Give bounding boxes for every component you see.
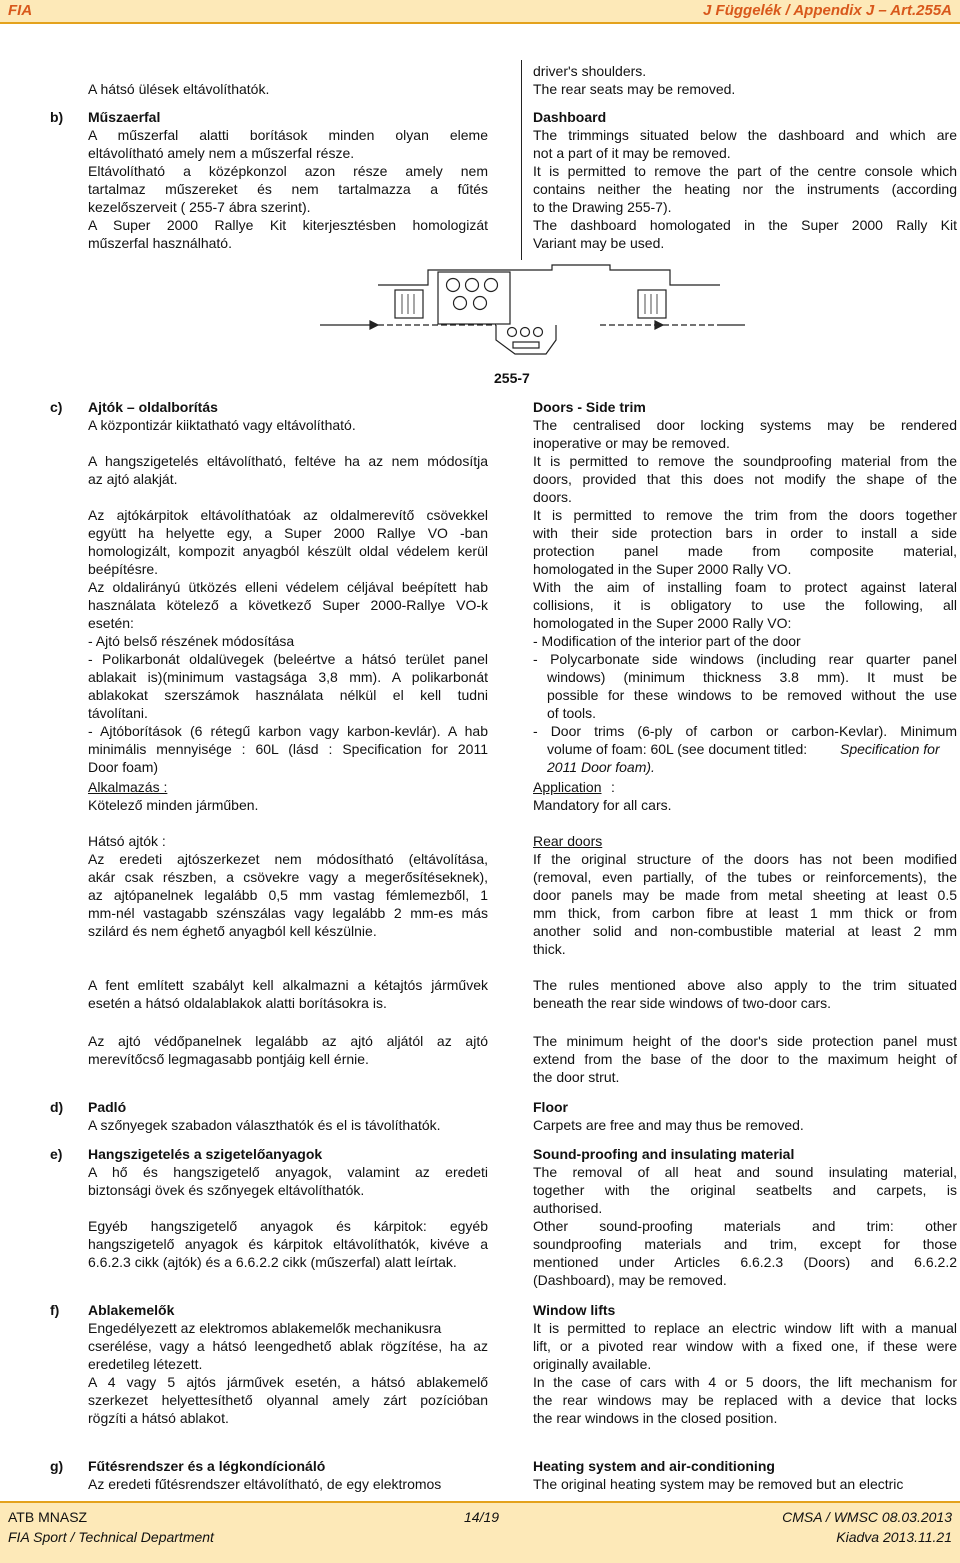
en-text-line: The centralised door locking systems may be rendered	[533, 417, 957, 433]
hu-text-line: A fent említett szabályt kell alkalmazni a kétajtós járművek	[88, 977, 488, 993]
hu-text-line: - Ajtóborítások (6 rétegű karbon vagy karbon-kevlár). A hab	[88, 723, 488, 739]
hu-text-line: tartalmaz műszereket és nem tartalmazza a fűtés	[88, 181, 488, 197]
hu-text-line: akár csak részben, a csövekre vagy a megerősítéseknek),	[88, 869, 488, 885]
en-text-line: not a part of it may be removed.	[533, 145, 731, 161]
hu-rear-doors-title: Hátsó ajtók :	[88, 833, 166, 849]
hu-text-line: távolítani.	[88, 705, 148, 721]
hu-text-line: Eltávolítható a középkonzol azon része amely nem	[88, 163, 488, 179]
section-letter: d)	[50, 1099, 64, 1115]
hu-text-line: minimális mennyisége : 60L (lásd : Specification for 2011	[88, 741, 488, 757]
column-divider	[521, 60, 522, 260]
hu-text-line: Egyéb hangszigetelő anyagok és kárpitok: egyéb	[88, 1218, 488, 1234]
figure-console-knob	[508, 328, 517, 337]
hu-text-line: ablakait is)(minimum vastagsága 3,8 mm). A polikarbonát	[88, 669, 488, 685]
figure-gauge	[474, 297, 487, 310]
hu-text-line: esetén:	[88, 615, 134, 631]
en-text-line: It is permitted to remove the part of the centre console which	[533, 163, 957, 179]
figure-dashboard-outline	[378, 265, 720, 285]
figure-caption: 255-7	[494, 370, 530, 386]
hu-section-title: Padló	[88, 1099, 127, 1115]
en-rear-doors-title: Rear doors	[533, 833, 603, 849]
en-text-line: With the aim of installing foam to protect against lateral	[533, 579, 957, 595]
hu-text-line: hangszigetelő anyagok és kárpitok eltávolíthatók, kivéve a	[88, 1236, 488, 1252]
en-section-title: Heating system and air-conditioning	[533, 1458, 775, 1474]
en-text-line: windows) (minimum thickness 3.8 mm). It must be	[547, 669, 957, 685]
hu-text-line: Az oldalirányú ütközés elleni védelem céljával beépített hab	[88, 579, 488, 595]
footer-page-number: 14/19	[464, 1509, 500, 1525]
en-text-line: The rules mentioned above also apply to the trim situated	[533, 977, 957, 993]
en-text-line: doors.	[533, 489, 572, 505]
en-text-line: It is permitted to remove the trim from the doors together	[533, 507, 957, 523]
figure-console-panel	[513, 342, 539, 348]
figure-255-7	[320, 262, 750, 372]
hu-text-line: műszerfal használható.	[88, 235, 232, 251]
en-text-line: - Polycarbonate side windows (including rear quarter panel	[533, 651, 957, 667]
en-text-line: soundproofing materials and trim, except for those	[533, 1236, 957, 1252]
en-text-line: The removal of all heat and sound insulating material,	[533, 1164, 957, 1180]
en-text-line: The trimmings situated below the dashboard and which are	[533, 127, 957, 143]
en-application-colon: :	[611, 779, 615, 795]
hu-text-line: esetén a hátsó oldalablakok alatti borításokra is.	[88, 995, 387, 1011]
en-text-line: It is permitted to replace an electric window lift with a manual	[533, 1320, 957, 1336]
hu-text-line: használata kötelező a következő Super 2000-Rallye VO-k	[88, 597, 488, 613]
hu-text-line: Az eredeti fűtésrendszer eltávolítható, de egy elektromos	[88, 1476, 442, 1492]
en-text-line: If the original structure of the doors has not been modified	[533, 851, 957, 867]
hu-text-line: A műszerfal alatti borítások minden olyan eleme	[88, 127, 488, 143]
hu-text-line: biztonsági övek és szőnyegek eltávolíthatók.	[88, 1182, 365, 1198]
hu-text-line: cserélése, vagy a hátsó leengedhető ablak rögzítése, ha az	[88, 1338, 488, 1354]
hu-text-line: eredetileg létezett.	[88, 1356, 203, 1372]
hu-text-line: Engedélyezett az elektromos ablakemelők mechanikusra	[88, 1320, 442, 1336]
hu-text-line: az ajtópanelnek legalább 0,5 mm vastag fémlemezből, 1	[88, 887, 488, 903]
en-text-line: the rear windows may be replaced with a device that locks	[533, 1392, 957, 1408]
en-section-title: Sound-proofing and insulating material	[533, 1146, 795, 1162]
section-letter: c)	[50, 399, 63, 415]
en-text-line: - Door trims (6-ply of carbon or carbon-Kevlar). Minimum	[533, 723, 957, 739]
hu-text-line: együtt ha helyette egy, a Super 2000 Rallye VO -ban	[88, 525, 488, 541]
en-text-line: The dashboard homologated in the Super 2000 Rally Kit	[533, 217, 957, 233]
hu-text-line: beépítésre.	[88, 561, 159, 577]
en-text-line: mentioned under Articles 6.6.2.3 (Doors) and 6.6.2.2	[533, 1254, 957, 1270]
en-text-line: of tools.	[547, 705, 597, 721]
hu-text-line: A szőnyegek szabadon választhatók és el is távolíthatók.	[88, 1117, 441, 1133]
hu-text-line: 6.6.2.3 cikk (ajtók) és a 6.6.2.2 cikk (műszerfal) alatt leírtak.	[88, 1254, 457, 1270]
figure-gauge	[466, 279, 479, 292]
en-text-line: It is permitted to remove the soundproofing material from the	[533, 453, 957, 469]
en-section-title: Window lifts	[533, 1302, 616, 1318]
figure-gauge	[485, 279, 498, 292]
page-footer	[0, 1501, 960, 1563]
en-text-line: homologated in the Super 2000 Rally VO:	[533, 615, 792, 631]
hu-text-line: kezelőszerveit ( 255-7 ábra szerint).	[88, 199, 311, 215]
figure-arrow-left-head	[370, 321, 378, 329]
hu-text-line: - Ajtó belső részének módosítása	[88, 633, 295, 649]
figure-vent-slats	[402, 294, 657, 314]
hu-section-title: Hangszigetelés a szigetelőanyagok	[88, 1146, 323, 1162]
section-letter: g)	[50, 1458, 64, 1474]
hu-text-line: homologizált, kompozit anyagból készült oldal védelem kerül	[88, 543, 488, 559]
section-letter: f)	[50, 1302, 60, 1318]
en-text-line: In the case of cars with 4 or 5 doors, the lift mechanism for	[533, 1374, 957, 1390]
hu-text-line: az ajtó alakját.	[88, 471, 178, 487]
en-text-line: collisions, it is obligatory to use the following, all	[533, 597, 957, 613]
en-spec-italic: Specification for	[840, 741, 940, 757]
en-section-title: Floor	[533, 1099, 568, 1115]
en-text-line: Other sound-proofing materials and trim: other	[533, 1218, 957, 1234]
en-text-line: - Modification of the interior part of the door	[533, 633, 801, 649]
en-text-line: inoperative or may be removed.	[533, 435, 730, 451]
en-text-line: possible for these windows to be removed without the use	[547, 687, 957, 703]
footer-left-2: FIA Sport / Technical Department	[8, 1529, 214, 1545]
en-text-line: The minimum height of the door's side protection panel must	[533, 1033, 957, 1049]
figure-console-knob	[521, 328, 530, 337]
figure-console-knob	[534, 328, 543, 337]
en-section-title: Dashboard	[533, 109, 607, 125]
hu-text-line: Az eredeti ajtószerkezet nem módosítható (eltávolítása,	[88, 851, 488, 867]
hu-text-line: A hátsó ülések eltávolíthatók.	[88, 81, 270, 97]
hu-text-line: mm-nél vastagabb szénszálas vagy legalább 2 mm-es más	[88, 905, 488, 921]
hu-text-line: A hő és hangszigetelő anyagok, valamint az eredeti	[88, 1164, 488, 1180]
hu-section-title: Műszaerfal	[88, 109, 161, 125]
hu-section-title: Ajtók – oldalborítás	[88, 399, 218, 415]
figure-arrow-right-head	[655, 321, 663, 329]
hu-text-line: eltávolítható amely nem a műszerfal része.	[88, 145, 355, 161]
en-text-line: authorised.	[533, 1200, 603, 1216]
hu-section-title: Fűtésrendszer és a légkondícionáló	[88, 1458, 326, 1474]
figure-gauge	[447, 279, 460, 292]
en-text-line: The original heating system may be removed but an electric	[533, 1476, 904, 1492]
en-text-line: Variant may be used.	[533, 235, 665, 251]
en-text-line: mm thick, from carbon fibre at least 1 mm thick or from	[533, 905, 957, 921]
section-letter: e)	[50, 1146, 63, 1162]
footer-right-1: CMSA / WMSC 08.03.2013	[782, 1509, 952, 1525]
en-text-line: doors, provided that this does not modify the shape of the	[533, 471, 957, 487]
footer-left-1: ATB MNASZ	[8, 1509, 88, 1525]
figure-right-vent	[638, 290, 666, 318]
hu-text-line: A 4 vagy 5 ajtós járművek esetén, a hátsó ablakemelő	[88, 1374, 488, 1390]
hu-text-line: Az ajtókárpitok eltávolíthatóak az oldalmerevítő csövekkel	[88, 507, 488, 523]
en-text-line: (Dashboard), may be removed.	[533, 1272, 727, 1288]
en-application-text: Mandatory for all cars.	[533, 797, 672, 813]
en-text-line: extend from the base of the door to the maximum height of	[533, 1051, 957, 1067]
hu-text-line: ablakokat szerszámok használata nélkül el kell tudni	[88, 687, 488, 703]
en-text-line: contains neither the heating nor the instruments (according	[533, 181, 957, 197]
en-text-line: another solid and non-combustible material at least 2 mm	[533, 923, 957, 939]
hu-text-line: merevítőcső legmagasabb pontjáig kell érnie.	[88, 1051, 369, 1067]
en-text-line: protection panel made from composite material,	[533, 543, 957, 559]
header-right: J Függelék / Appendix J – Art.255A	[703, 2, 952, 19]
hu-text-line: A központizár kiiktatható vagy eltávolítható.	[88, 417, 356, 433]
en-section-title: Doors - Side trim	[533, 399, 646, 415]
en-text-line: volume of foam: 60L (see document titled:	[547, 741, 808, 757]
hu-text-line: rögzíti a hátsó ablakot.	[88, 1410, 229, 1426]
figure-centre-console	[496, 325, 556, 354]
en-text-line: door panels may be made from metal sheeting at least 0.5	[533, 887, 957, 903]
page-header	[0, 0, 960, 24]
en-text-line: the rear windows in the closed position.	[533, 1410, 778, 1426]
en-text-line: homologated in the Super 2000 Rally VO.	[533, 561, 792, 577]
en-text-line: The rear seats may be removed.	[533, 81, 736, 97]
en-text-line: 2011 Door foam).	[547, 759, 655, 775]
en-application-label: Application	[533, 779, 602, 795]
hu-application-text: Kötelező minden járműben.	[88, 797, 259, 813]
hu-section-title: Ablakemelők	[88, 1302, 175, 1318]
hu-text-line: - Polikarbonát oldalüvegek (beleértve a hátsó terület panel	[88, 651, 488, 667]
en-text-line: lift, or a pivoted rear window with a fixed one, if these were	[533, 1338, 957, 1354]
figure-gauge	[454, 297, 467, 310]
hu-text-line: szilárd és nem éghető anyagból kell készülnie.	[88, 923, 377, 939]
en-text-line: beneath the rear side windows of two-door cars.	[533, 995, 832, 1011]
en-text-line: originally available.	[533, 1356, 652, 1372]
hu-text-line: Door foam)	[88, 759, 159, 775]
hu-text-line: A hangszigetelés eltávolítható, feltéve ha az nem módosítja	[88, 453, 488, 469]
footer-right-2: Kiadva 2013.11.21	[836, 1529, 952, 1545]
section-letter: b)	[50, 109, 64, 125]
en-text-line: the door strut.	[533, 1069, 620, 1085]
en-text-line: Carpets are free and may thus be removed.	[533, 1117, 804, 1133]
hu-application-label: Alkalmazás :	[88, 779, 168, 795]
hu-text-line: A Super 2000 Rallye Kit kiterjesztésben homologizát	[88, 217, 488, 233]
hu-text-line: szerkezet helyettesíthető olyannal amely zárt pozícióban	[88, 1392, 488, 1408]
header-left: FIA	[8, 2, 33, 19]
en-text-line: driver's shoulders.	[533, 63, 647, 79]
en-text-line: together with the original seatbelts and carpets, is	[533, 1182, 957, 1198]
figure-left-vent	[395, 290, 423, 318]
en-text-line: to the Drawing 255-7).	[533, 199, 672, 215]
en-text-line: (removal, even partially, of the tubes or reinforcements), the	[533, 869, 957, 885]
en-text-line: with their side protection bars in order to install a side	[533, 525, 957, 541]
en-text-line: thick.	[533, 941, 566, 957]
hu-text-line: Az ajtó védőpanelnek legalább az ajtó aljától az ajtó	[88, 1033, 488, 1049]
